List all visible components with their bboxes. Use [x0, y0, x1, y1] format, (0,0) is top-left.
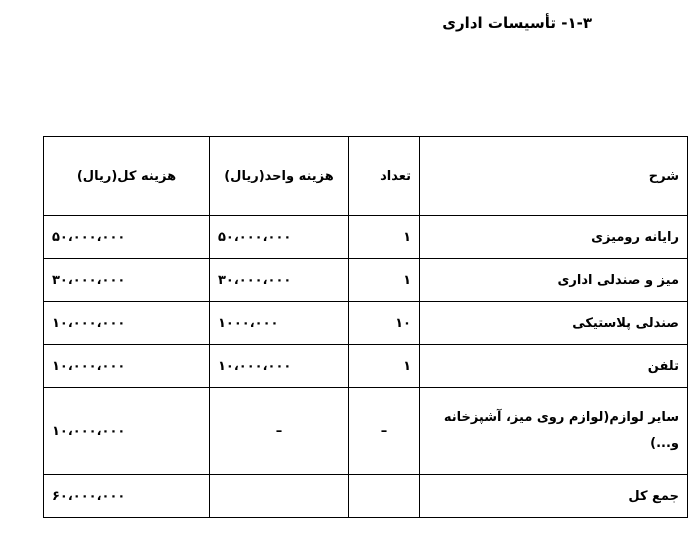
- sum-quantity-empty: [349, 475, 420, 518]
- row-unit-cost: ۳۰،۰۰۰،۰۰۰: [210, 259, 349, 302]
- row-description: تلفن: [420, 345, 688, 388]
- row-total-cost: ۵۰،۰۰۰،۰۰۰: [44, 216, 210, 259]
- table-row: [44, 345, 688, 388]
- table-row: [44, 216, 688, 259]
- row-quantity: ۱: [349, 259, 420, 302]
- office-facilities-table: [43, 136, 688, 518]
- section-heading: ۱-۳- تأسیسات اداری: [442, 14, 592, 32]
- row-unit-cost: –: [210, 388, 349, 475]
- row-total-cost: ۱۰،۰۰۰،۰۰۰: [44, 302, 210, 345]
- table-row: [44, 388, 688, 475]
- table-header-row: [44, 137, 688, 216]
- row-description: سایر لوازم(لوازم روی میز، آشپزخانه و...): [420, 388, 688, 475]
- header-quantity: تعداد: [349, 137, 420, 216]
- sum-unit-cost-empty: [210, 475, 349, 518]
- table-row: [44, 302, 688, 345]
- row-total-cost: ۱۰،۰۰۰،۰۰۰: [44, 388, 210, 475]
- row-quantity: ۱: [349, 345, 420, 388]
- header-unit-cost: هزینه واحد(ریال): [210, 137, 349, 216]
- header-total-cost: هزینه کل(ریال): [44, 137, 210, 216]
- row-total-cost: ۳۰،۰۰۰،۰۰۰: [44, 259, 210, 302]
- row-quantity: ۱: [349, 216, 420, 259]
- row-description: رایانه رومیزی: [420, 216, 688, 259]
- header-description: شرح: [420, 137, 688, 216]
- row-description: میز و صندلی اداری: [420, 259, 688, 302]
- row-quantity: –: [349, 388, 420, 475]
- row-unit-cost: ۱۰،۰۰۰،۰۰۰: [210, 345, 349, 388]
- table-row: [44, 259, 688, 302]
- row-unit-cost: ۵۰،۰۰۰،۰۰۰: [210, 216, 349, 259]
- sum-total-cost: ۶۰،۰۰۰،۰۰۰: [44, 475, 210, 518]
- row-unit-cost: ۱۰۰۰،۰۰۰: [210, 302, 349, 345]
- sum-label: جمع کل: [420, 475, 688, 518]
- table-sum-row: [44, 475, 688, 518]
- row-total-cost: ۱۰،۰۰۰،۰۰۰: [44, 345, 210, 388]
- row-description: صندلی پلاستیکی: [420, 302, 688, 345]
- row-quantity: ۱۰: [349, 302, 420, 345]
